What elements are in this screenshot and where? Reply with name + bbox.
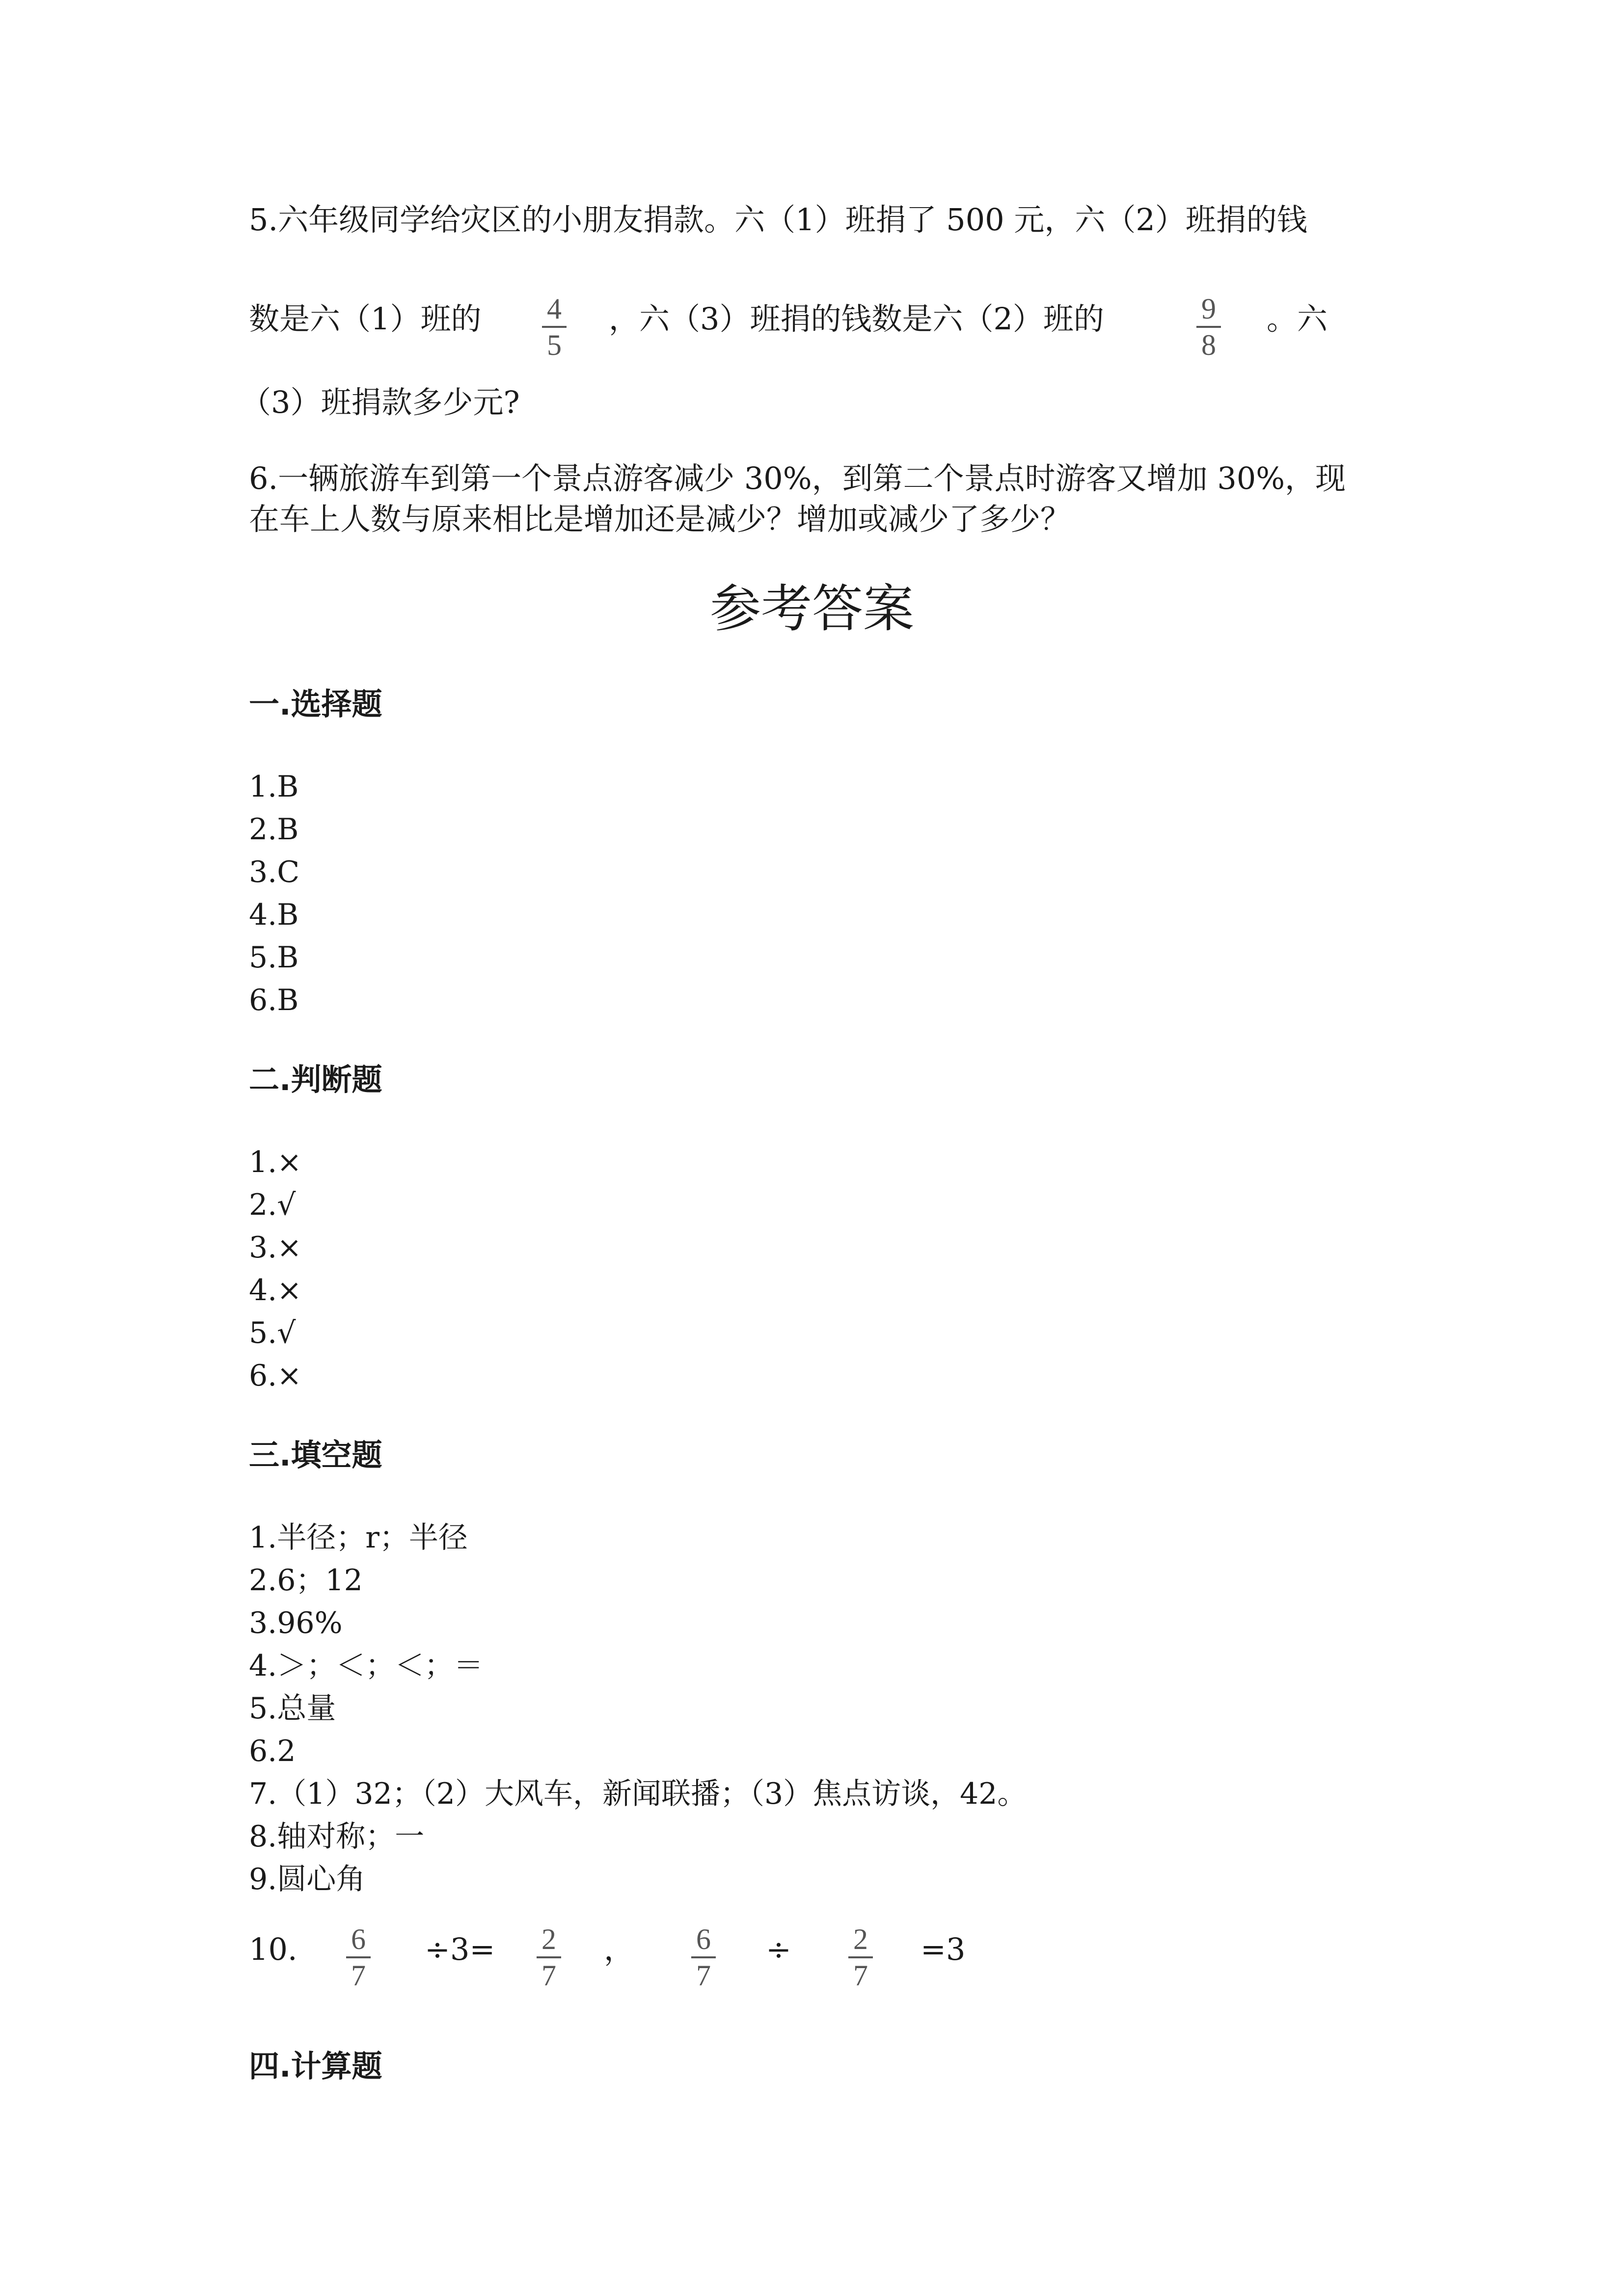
answer-item: 5.B [249,940,299,975]
answer-item: 4.＞；＜；＜；＝ [249,1649,484,1683]
answer-item: 6.× [249,1359,302,1393]
answer-item: 2.√ [249,1188,296,1222]
fraction-6-7 [346,1924,371,1991]
fraction-bar [691,1956,716,1958]
fraction-2-7 [537,1924,561,1991]
answer-item: 1.B [249,770,299,804]
fraction-denominator: 7 [351,1959,366,1992]
section-heading-fill-blank: 三.填空题 [249,1437,382,1473]
problem-6-line-1: 6.一辆旅游车到第一个景点游客减少 30%，到第二个景点时游客又增加 30%，现 [249,460,1346,496]
fraction-bar [542,326,567,328]
fraction-numerator: 4 [547,293,562,325]
fraction-bar [346,1956,371,1958]
answer-item: 1.× [249,1145,302,1179]
fraction-denominator: 5 [547,329,562,361]
answer-10-result: =3 [920,1931,966,1967]
problem-5-line-2c: 。六 [1267,301,1328,337]
section-heading-calculation: 四.计算题 [249,2048,382,2084]
problem-5-line-1: 5.六年级同学给灾区的小朋友捐款。六（1）班捐了 500 元，六（2）班捐的钱 [249,202,1307,238]
answer-item: 2.6；12 [249,1563,363,1598]
answer-item: 5.总量 [249,1691,336,1726]
answer-item: 3.96% [249,1606,343,1640]
answer-item: 5.√ [249,1316,296,1350]
answer-item: 4.× [249,1273,302,1308]
answer-item: 6.2 [249,1734,296,1768]
answer-10-comma: ， [604,1931,635,1967]
fraction-6-7-b [691,1924,716,1991]
fraction-4-5 [542,294,567,360]
fraction-numerator: 2 [853,1923,868,1955]
fraction-denominator: 7 [853,1959,868,1992]
answer-10-label: 10. [249,1931,298,1967]
fraction-denominator: 7 [696,1959,711,1992]
answer-item: 9.圆心角 [249,1862,366,1896]
fraction-bar [848,1956,873,1958]
answer-10-op1: ÷3= [425,1931,495,1967]
answer-item: 8.轴对称；一 [249,1819,425,1854]
section-heading-judgement: 二.判断题 [249,1062,382,1097]
answer-item: 7.（1）32；（2）大风车，新闻联播；（3）焦点访谈，42。 [249,1777,1027,1811]
fraction-bar [537,1956,561,1958]
problem-5-line-2a: 数是六（1）班的 [249,301,482,337]
answer-item: 3.C [249,855,300,889]
section-heading-choice: 一.选择题 [249,686,382,722]
problem-5-line-2b: ，六（3）班捐的钱数是六（2）班的 [609,301,1104,337]
answer-item: 3.× [249,1230,302,1265]
fraction-numerator: 2 [541,1923,556,1955]
answer-10-op2: ÷ [766,1931,791,1967]
fraction-numerator: 6 [351,1923,366,1955]
fraction-denominator: 7 [541,1959,556,1992]
problem-5-line-3: （3）班捐款多少元? [241,384,520,420]
problem-6-line-2: 在车上人数与原来相比是增加还是减少？增加或减少了多少？ [249,501,1071,537]
answer-item: 2.B [249,812,299,847]
answer-title: 参考答案 [709,579,914,639]
fraction-numerator: 6 [696,1923,711,1955]
fraction-numerator: 9 [1201,293,1216,325]
answer-item: 4.B [249,898,299,932]
fraction-2-7-b [848,1924,873,1991]
fraction-9-8 [1196,294,1221,360]
fraction-bar [1196,326,1221,328]
answer-item: 1.半径；r；半径 [249,1521,468,1555]
answer-item: 6.B [249,983,299,1017]
fraction-denominator: 8 [1201,329,1216,361]
